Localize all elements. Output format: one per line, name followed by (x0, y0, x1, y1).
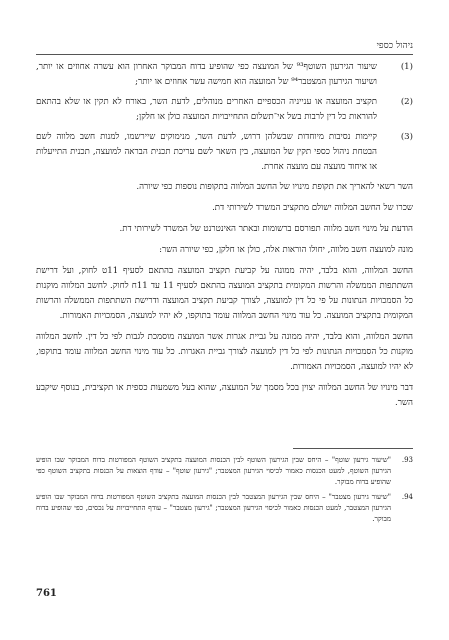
footnote-rule (293, 448, 413, 449)
list-item-text: קיימות נסיבות מיוחדות שבשלהן דרוש, לדעת השר, מנימוקים שיירשמו, למנות חשב מלווה לשם הבטחת ניהול כספי תקין של המועצה, בין השאר לשם עריכת תכנית הבראה למועצה, תכנית התייעלות או איחוד מועצה עם מועצה אחרת. (36, 132, 377, 172)
footnotes (36, 455, 413, 529)
footnote (36, 455, 413, 488)
paragraph: שכרו של החשב המלווה ישולם מתקציב המשרד לשירותי דת. (212, 203, 413, 213)
paragraph: החשב המלווה, והוא בלבד, יהיה ממונה על קביעת תקציב המועצה בהתאם לסעיף 11ט לחוק, ועל דרישת השתתפות הממשלה והרשות המקומית בתקציב המועצה בהתאם לסעיף 11 עד 11ח לחוק. לחשב המלווה מוקנות כל הסמכויות הנתונות על פי כל דין למועצה, לצורך קביעת תקציב המועצה ודרישת השתתפות הממשלה והרשות המקומית בתקציב המועצה. כל עוד מינוי החשב המלווה עומד בתוקפו, לא יהיו למועצה, הסמכויות האמורות. (36, 266, 414, 321)
paragraph: החשב המלווה, והוא בלבד, יהיה ממונה על גביית אגרות אשר המועצה מוסמכת לגבות לפי כל דין. לחשב המלווה מוקנות כל הסמכויות הנתונות לפי כל דין למועצה לצורך גביית האגרות. כל עוד מינוי החשב המלווה עומד בתוקפו, לא יהיו למועצה, הסמכויות האמורות. (36, 332, 413, 372)
page-number: 761 (36, 588, 57, 599)
running-title: ניהול כספי (376, 41, 413, 51)
footnote-number: 93. (401, 456, 413, 464)
footnote-number: 94. (401, 493, 413, 501)
list-item-number: (1) (400, 62, 413, 72)
list-item-number: (2) (400, 97, 413, 107)
list-item-text: שיעור הגירעון השוטף⁹³ של המועצה כפי שהופיע בדוח המבוקר האחרון הוא עשרה אחוזים או יותר, ושיעור הגירעון המצטבר⁹⁴ של המועצה הוא חמישה עשר אחוזים או יותר; (36, 62, 377, 87)
list-item-number: (3) (400, 132, 413, 142)
header-rule (36, 54, 413, 55)
list-item (36, 60, 413, 90)
footnote-text: "שיעור גירעון שוטף" – היחס שבין הגירעון השוטף לבין הכנסות המועצה בתקציב השוטף המפורטות בדוח המבוקר שבו הופיע הגירעון השוטף, למעט הכנסות כאמור לכיסוי הגירעון המצטבר; "גירעון שוטף" – עודף הוצאות על הכנסות בתקציב השוטף כפי שהופיע בדוח מבוקר. (36, 456, 391, 486)
list-item (36, 130, 413, 175)
list-item-text: תקציב המועצה או ענייניה הכספיים האחרים מנוהלים, לדעת השר, באורח לא תקין או שלא בהתאם להוראות כל דין לרבות בשל אי־תשלום התחייבויות המועצה כולן או חלקן; (36, 97, 377, 122)
paragraph: הודעת על מינוי חשב מלווה תפורסם ברשומות ובאתר האינטרנט של המשרד לשירותי דת. (119, 224, 413, 234)
list-item (36, 95, 413, 125)
paragraph: דבר מינויו של החשב המלווה יצוין בכל מסמך של המועצה, שהוא בעל משמעות כספית או תקציבית, בנוסף שיקבע השר. (36, 383, 413, 408)
footnote-text: "שיעור גירעון מצטבר" – היחס שבין הגירעון המצטבר לבין הכנסות המועצה בתקציב השוטף המפורטות בדוח המבוקר שבו הופיע הגירעון המצטבר, למעט הכנסות כאמור לכיסוי הגירעון המצטבר; "גירעון מצטבר" – עודף התחייבויות על נכסים, כפי שהופיע בדוח מבוקר. (36, 493, 391, 523)
main-text (36, 60, 413, 417)
paragraph: השר רשאי להאריך את תקופת מינויו של החשב המלווה בתקופות נוספות כפי שיורה. (136, 182, 413, 192)
paragraph: מונה למועצה חשב מלווה, יחולו הוראות אלה, כולן או חלקן, כפי שיורה השר: (159, 245, 413, 255)
footnote (36, 492, 413, 525)
